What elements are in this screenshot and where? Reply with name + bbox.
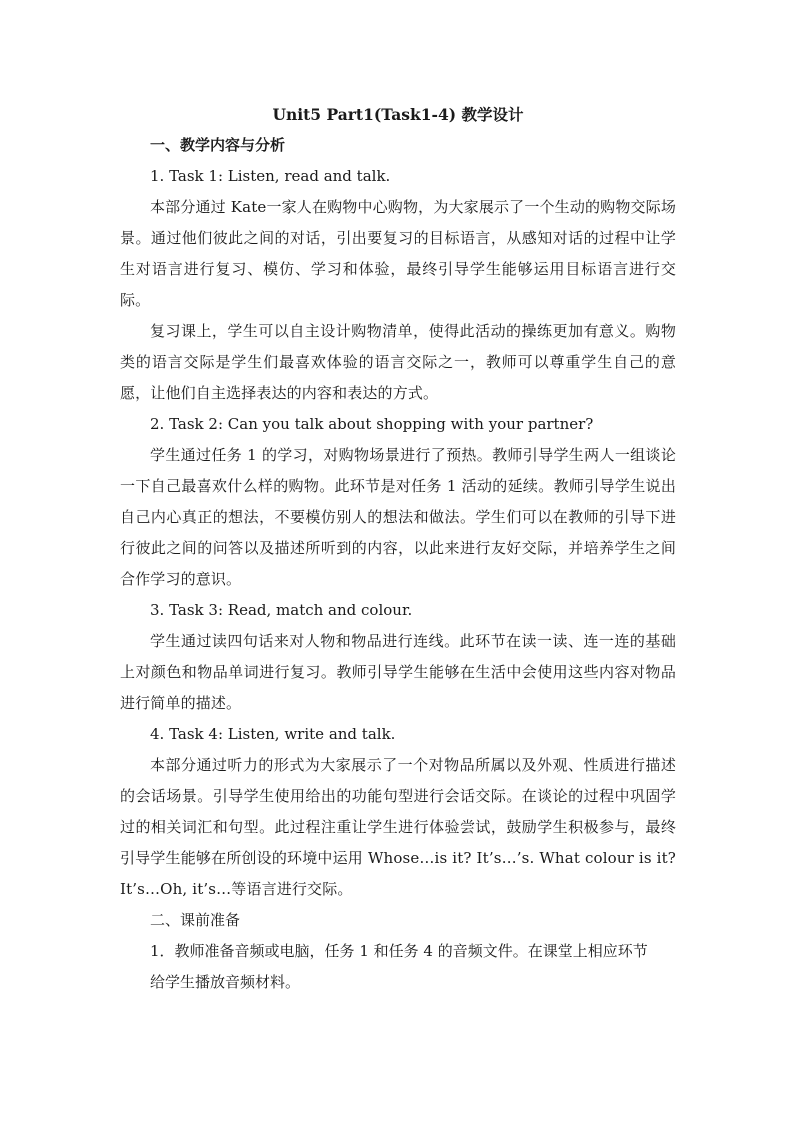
preparation-item-1-line-1: 1．教师准备音频或电脑，任务 1 和任务 4 的音频文件。在课堂上相应环节 (150, 942, 648, 960)
task1-paragraph-1: 本部分通过 Kate一家人在购物中心购物，为大家展示了一个生动的购物交际场景。通过他们彼此之间的对话，引出要复习的目标语言，从感知对话的过程中让学生对语言进行复习、模仿、学习和体验，最终引导学生能够运用目标语言进行交际。 (120, 198, 676, 309)
task3-paragraph: 学生通过读四句话来对人物和物品进行连线。此环节在读一读、连一连的基础上对颜色和物品单词进行复习。教师引导学生能够在生活中会使用这些内容对物品进行简单的描述。 (120, 632, 676, 712)
preparation-item-1-line-2: 给学生播放音频材料。 (150, 973, 301, 991)
task4-paragraph: 本部分通过听力的形式为大家展示了一个对物品所属以及外观、性质进行描述的会话场景。引导学生使用给出的功能句型进行会话交际。在谈论的过程中巩固学过的相关词汇和句型。此过程注重让学生进行体验尝试，鼓励学生积极参与，最终引导学生能够在所创设的环境中运用 Whose…is it? It’s…’s. What colour is it? It’s…Oh, it’s…等语言进行交际。 (120, 756, 676, 898)
task4-label: 4. Task 4: Listen, write and talk. (150, 725, 396, 743)
section-heading-content-analysis: 一、教学内容与分析 (150, 136, 286, 154)
preparation-item-1 (120, 936, 676, 998)
document-title: Unit5 Part1(Task1-4) 教学设计 (272, 105, 524, 124)
task2-label: 2. Task 2: Can you talk about shopping with your partner? (150, 415, 594, 433)
task1-paragraph-2: 复习课上，学生可以自主设计购物清单，使得此活动的操练更加有意义。购物类的语言交际是学生们最喜欢体验的语言交际之一，教师可以尊重学生自己的意愿，让他们自主选择表达的内容和表达的方式。 (120, 322, 676, 402)
section-heading-preparation: 二、课前准备 (150, 911, 241, 929)
task3-label: 3. Task 3: Read, match and colour. (150, 601, 413, 619)
document-body (120, 99, 676, 998)
task2-paragraph: 学生通过任务 1 的学习，对购物场景进行了预热。教师引导学生两人一组谈论一下自己最喜欢什么样的购物。此环节是对任务 1 活动的延续。教师引导学生说出自己内心真正的想法，不要模仿别人的想法和做法。学生们可以在教师的引导下进行彼此之间的问答以及描述所听到的内容，以此来进行友好交际，并培养学生之间合作学习的意识。 (120, 446, 676, 588)
task1-label: 1. Task 1: Listen, read and talk. (150, 167, 391, 185)
